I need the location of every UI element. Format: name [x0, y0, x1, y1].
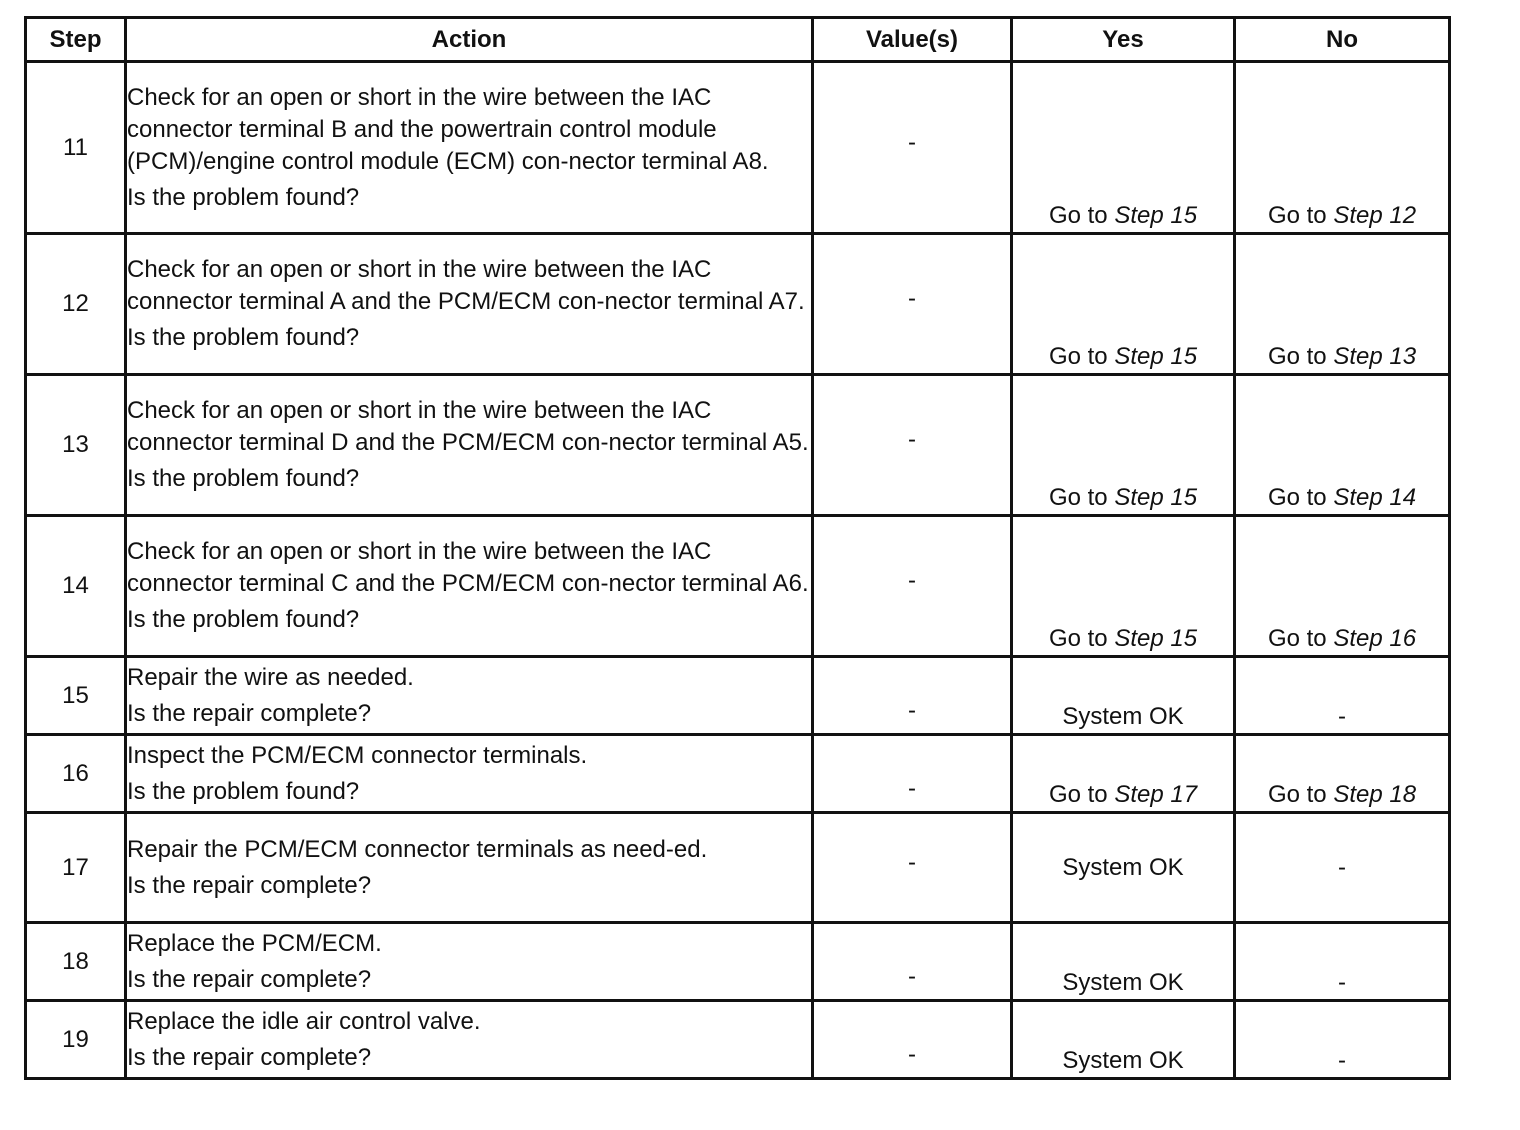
table-row [26, 1001, 1450, 1079]
step-link[interactable]: Step 17 [1114, 781, 1198, 808]
goto-prefix: Go to [1267, 202, 1334, 229]
action-question: Is the problem found? [127, 606, 360, 633]
goto-prefix: Go to [1267, 484, 1334, 511]
step-link[interactable]: Step 13 [1333, 343, 1417, 370]
diagnostic-table [24, 16, 1451, 1080]
action-question: Is the repair complete? [127, 871, 372, 899]
result-text: - [1338, 969, 1346, 996]
action-text: Check for an open or short in the wire between the IAC connector terminal D and the PCM/ECM con-nector terminal A5. [127, 397, 809, 456]
action-cell [126, 516, 813, 657]
yes-cell [1012, 923, 1235, 1001]
action-question: Is the repair complete? [127, 965, 372, 993]
result-text: - [1338, 703, 1346, 730]
action-cell [126, 735, 813, 813]
step-number: 12 [26, 234, 126, 375]
value-text: - [908, 1041, 916, 1068]
goto-prefix: Go to [1048, 484, 1115, 511]
action-question: Is the repair complete? [127, 699, 372, 727]
header-row [26, 18, 1450, 62]
yes-cell [1012, 1001, 1235, 1079]
value-text: - [908, 848, 916, 876]
value-cell [813, 62, 1012, 234]
no-cell [1235, 657, 1450, 735]
yes-cell [1012, 735, 1235, 813]
step-number: 11 [26, 62, 126, 234]
goto-prefix: Go to [1048, 202, 1115, 229]
value-cell [813, 516, 1012, 657]
yes-cell [1012, 234, 1235, 375]
yes-cell [1012, 375, 1235, 516]
action-text: Check for an open or short in the wire between the IAC connector terminal B and the powertrain control module (PCM)/engine control module (ECM) con-nector terminal A8. [127, 83, 769, 175]
goto-prefix: Go to [1048, 781, 1115, 808]
goto-prefix: Go to [1267, 781, 1334, 808]
action-text: Check for an open or short in the wire between the IAC connector terminal C and the PCM/ECM con-nector terminal A6. [127, 538, 809, 597]
table-row [26, 735, 1450, 813]
action-cell [126, 923, 813, 1001]
step-number: 18 [26, 923, 126, 1001]
result-text: - [1338, 853, 1346, 881]
action-question: Is the problem found? [127, 777, 360, 805]
goto-prefix: Go to [1267, 625, 1334, 652]
action-text: Replace the idle air control valve. [127, 1007, 481, 1035]
value-text: - [908, 775, 916, 802]
step-link[interactable]: Step 16 [1333, 625, 1417, 652]
step-number: 16 [26, 735, 126, 813]
step-number: 13 [26, 375, 126, 516]
header-step: Step [26, 18, 126, 62]
header-yes: Yes [1012, 18, 1235, 62]
action-text: Check for an open or short in the wire between the IAC connector terminal A and the PCM/ECM con-nector terminal A7. [127, 256, 805, 315]
table-row [26, 657, 1450, 735]
table-row [26, 375, 1450, 516]
value-cell [813, 923, 1012, 1001]
result-text: System OK [1062, 853, 1184, 881]
yes-cell [1012, 657, 1235, 735]
action-cell [126, 375, 813, 516]
table-row [26, 516, 1450, 657]
action-text: Repair the PCM/ECM connector terminals as need-ed. [127, 835, 708, 863]
step-link[interactable]: Step 14 [1333, 484, 1417, 511]
action-question: Is the problem found? [127, 183, 360, 211]
value-text: - [908, 426, 916, 454]
table-row [26, 813, 1450, 923]
yes-cell [1012, 813, 1235, 923]
no-cell [1235, 813, 1450, 923]
result-text: System OK [1062, 969, 1184, 996]
goto-prefix: Go to [1048, 343, 1115, 370]
action-cell [126, 62, 813, 234]
result-text: - [1338, 1047, 1346, 1074]
step-link[interactable]: Step 15 [1114, 202, 1198, 229]
action-cell [126, 234, 813, 375]
no-cell [1235, 516, 1450, 657]
result-text: System OK [1062, 1047, 1184, 1074]
action-question: Is the problem found? [127, 324, 360, 351]
value-cell [813, 1001, 1012, 1079]
step-number: 17 [26, 813, 126, 923]
no-cell [1235, 62, 1450, 234]
action-question: Is the problem found? [127, 465, 360, 492]
action-text: Inspect the PCM/ECM connector terminals. [127, 741, 588, 769]
no-cell [1235, 234, 1450, 375]
step-link[interactable]: Step 18 [1333, 781, 1417, 808]
table-row [26, 234, 1450, 375]
action-text: Replace the PCM/ECM. [127, 929, 382, 957]
value-text: - [908, 963, 916, 990]
table-row [26, 62, 1450, 234]
result-text: System OK [1062, 703, 1184, 730]
value-text: - [908, 567, 916, 595]
goto-prefix: Go to [1267, 343, 1334, 370]
action-cell [126, 813, 813, 923]
step-link[interactable]: Step 15 [1114, 343, 1198, 370]
action-cell [126, 1001, 813, 1079]
value-cell [813, 234, 1012, 375]
value-text: - [908, 697, 916, 724]
header-action: Action [126, 18, 813, 62]
step-link[interactable]: Step 12 [1333, 202, 1417, 229]
action-text: Repair the wire as needed. [127, 663, 414, 691]
goto-prefix: Go to [1048, 625, 1115, 652]
step-number: 14 [26, 516, 126, 657]
no-cell [1235, 923, 1450, 1001]
step-link[interactable]: Step 15 [1114, 484, 1198, 511]
value-cell [813, 657, 1012, 735]
value-cell [813, 375, 1012, 516]
value-cell [813, 813, 1012, 923]
table-row [26, 923, 1450, 1001]
no-cell [1235, 375, 1450, 516]
action-cell [126, 657, 813, 735]
yes-cell [1012, 62, 1235, 234]
step-link[interactable]: Step 15 [1114, 625, 1198, 652]
step-number: 15 [26, 657, 126, 735]
no-cell [1235, 735, 1450, 813]
no-cell [1235, 1001, 1450, 1079]
header-no: No [1235, 18, 1450, 62]
value-text: - [908, 128, 916, 156]
header-values: Value(s) [813, 18, 1012, 62]
step-number: 19 [26, 1001, 126, 1079]
action-question: Is the repair complete? [127, 1043, 372, 1071]
value-text: - [908, 285, 916, 313]
yes-cell [1012, 516, 1235, 657]
value-cell [813, 735, 1012, 813]
